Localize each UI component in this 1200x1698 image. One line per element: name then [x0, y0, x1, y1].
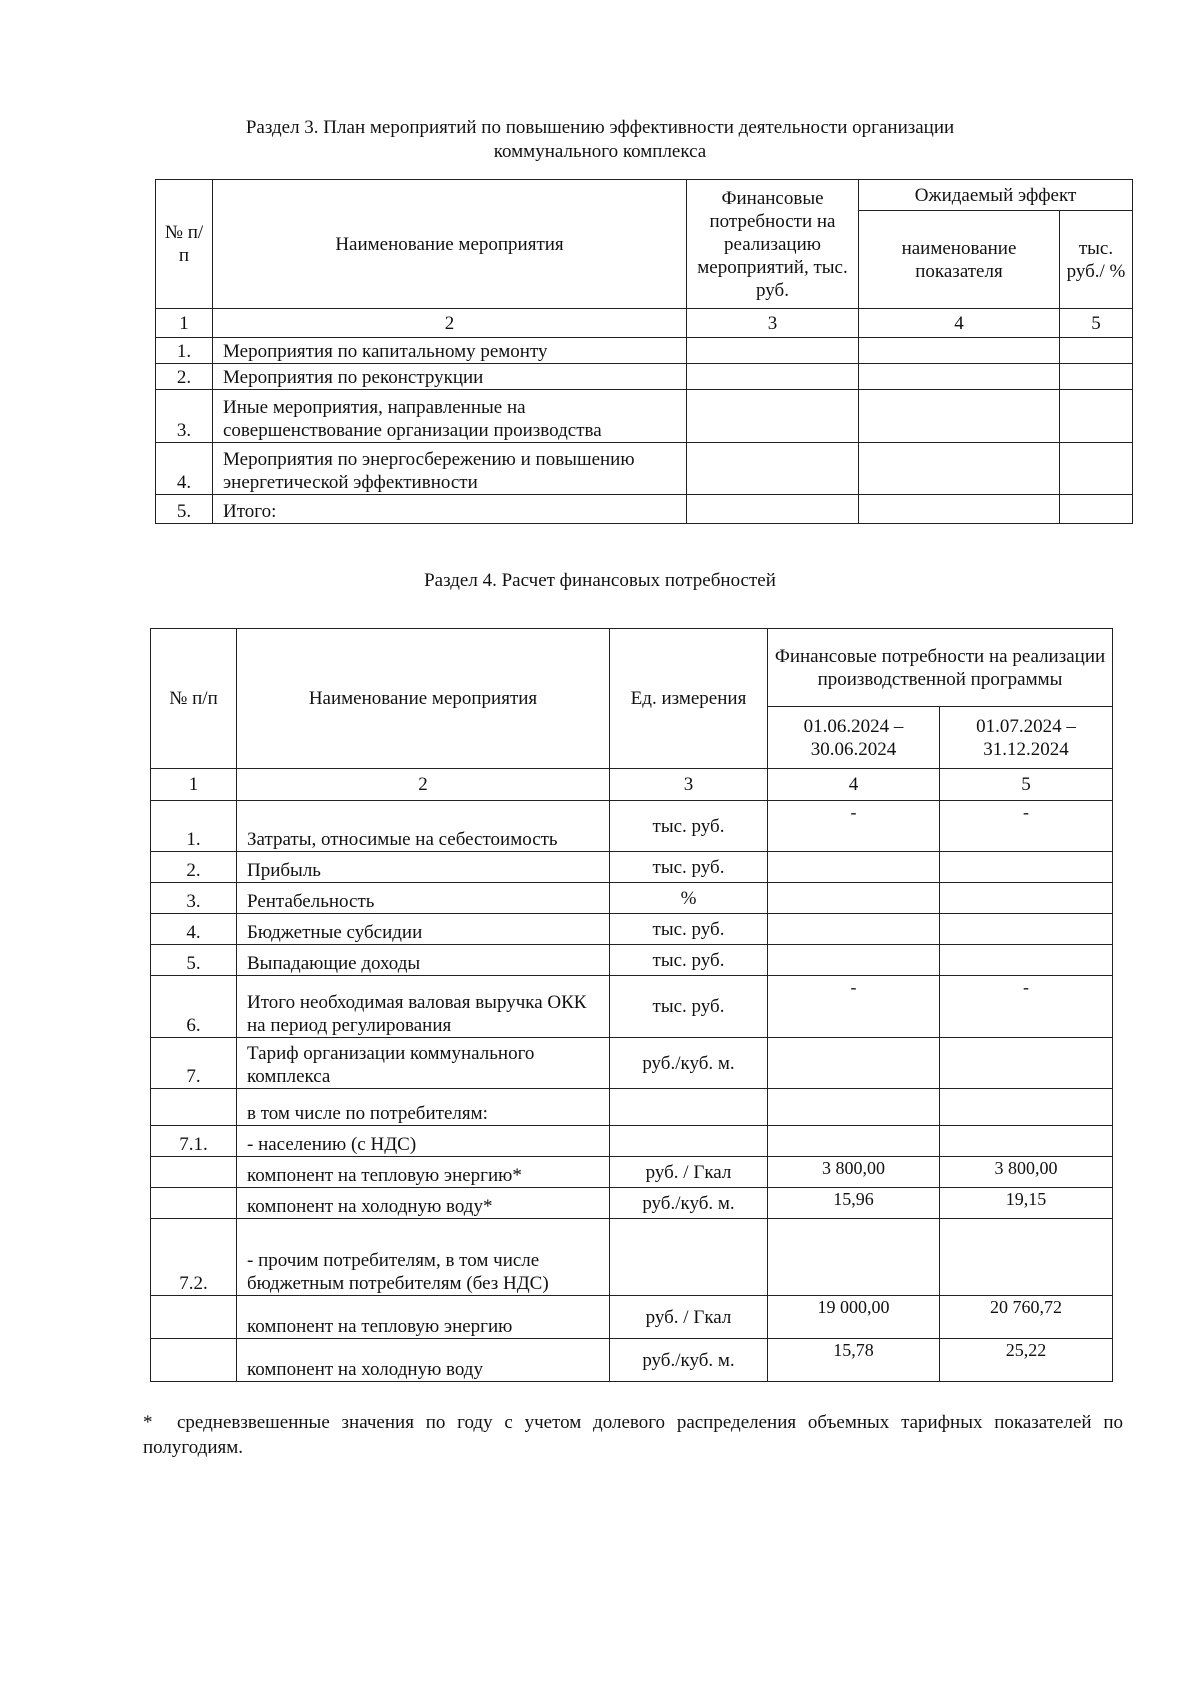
s4-row-value-period1: -	[768, 976, 940, 1038]
s4-row-name: Выпадающие доходы	[237, 945, 610, 976]
s3-colnum-5: 5	[1060, 309, 1133, 338]
s4-row-value-period1: -	[768, 801, 940, 852]
s4-row-unit: тыс. руб.	[610, 945, 768, 976]
footnote-marker: *	[143, 1412, 153, 1433]
s4-row-value-period1	[768, 914, 940, 945]
section3-title	[0, 116, 1200, 164]
s3-row-unit	[1060, 390, 1133, 443]
s4-row-num	[151, 1296, 237, 1339]
s4-row-value-period1	[768, 945, 940, 976]
s4-row-value-period1: 15,96	[768, 1188, 940, 1219]
s3-colnum-3: 3	[687, 309, 859, 338]
s4-row-value-period1	[768, 1089, 940, 1126]
section3-title-line1: Раздел 3. План мероприятий по повышению эффективности деятельности организации	[245, 117, 955, 138]
s4-row-num: 7.1.	[151, 1126, 237, 1157]
s4-row-num: 4.	[151, 914, 237, 945]
table-row	[156, 390, 1133, 443]
s4-row-unit: руб./куб. м.	[610, 1188, 768, 1219]
s3-header-finance: Финансовые потребности на реализацию мероприятий, тыс. руб.	[687, 180, 859, 309]
s3-header-num: № п/п	[156, 180, 213, 309]
s4-header-name: Наименование мероприятия	[237, 629, 610, 769]
s4-row-num: 3.	[151, 883, 237, 914]
s4-row-name: в том числе по потребителям:	[237, 1089, 610, 1126]
s4-row-value-period2: 19,15	[940, 1188, 1113, 1219]
s4-colnum-5: 5	[940, 769, 1113, 801]
s4-row-value-period2	[940, 883, 1113, 914]
s4-colnum-3: 3	[610, 769, 768, 801]
s4-row-num: 7.2.	[151, 1219, 237, 1296]
s3-row-num: 3.	[156, 390, 213, 443]
s3-colnum-4: 4	[859, 309, 1060, 338]
s3-row-indicator	[859, 338, 1060, 364]
s3-row-finance	[687, 443, 859, 495]
table-row	[156, 338, 1133, 364]
section4-table	[150, 628, 1113, 1382]
s4-row-value-period2: 20 760,72	[940, 1296, 1113, 1339]
s3-row-num: 4.	[156, 443, 213, 495]
s4-row-unit: руб./куб. м.	[610, 1038, 768, 1089]
table-row	[151, 883, 1113, 914]
table-row	[156, 364, 1133, 390]
s4-row-name: компонент на холодную воду	[237, 1339, 610, 1382]
s3-row-finance	[687, 364, 859, 390]
s4-row-num	[151, 1188, 237, 1219]
s4-row-num: 1.	[151, 801, 237, 852]
s4-row-unit: тыс. руб.	[610, 914, 768, 945]
s4-row-unit	[610, 1126, 768, 1157]
s3-row-unit	[1060, 364, 1133, 390]
table-row	[151, 1157, 1113, 1188]
s4-row-name: компонент на холодную воду*	[237, 1188, 610, 1219]
table-row	[151, 801, 1113, 852]
s4-row-num: 5.	[151, 945, 237, 976]
s3-row-finance	[687, 390, 859, 443]
s4-row-unit: тыс. руб.	[610, 976, 768, 1038]
s4-row-num	[151, 1089, 237, 1126]
s3-header-name: Наименование мероприятия	[213, 180, 687, 309]
s3-row-indicator	[859, 364, 1060, 390]
s3-colnum-1: 1	[156, 309, 213, 338]
s3-row-name: Мероприятия по реконструкции	[213, 364, 687, 390]
table-row	[151, 1296, 1113, 1339]
s4-row-unit: тыс. руб.	[610, 801, 768, 852]
s4-row-value-period1: 3 800,00	[768, 1157, 940, 1188]
s4-row-value-period1	[768, 883, 940, 914]
section4-title: Раздел 4. Расчет финансовых потребностей	[424, 570, 776, 591]
s3-row-indicator	[859, 443, 1060, 495]
s4-colnum-4: 4	[768, 769, 940, 801]
section3-table	[155, 179, 1133, 524]
table-row	[151, 1038, 1113, 1089]
s3-colnum-2: 2	[213, 309, 687, 338]
table-row	[151, 914, 1113, 945]
s4-row-value-period1: 15,78	[768, 1339, 940, 1382]
table-row	[151, 1126, 1113, 1157]
s4-row-num: 2.	[151, 852, 237, 883]
s4-row-value-period1	[768, 1126, 940, 1157]
s4-row-value-period2	[940, 1126, 1113, 1157]
s4-row-value-period1	[768, 852, 940, 883]
s4-row-name: - населению (с НДС)	[237, 1126, 610, 1157]
s4-row-value-period2: -	[940, 976, 1113, 1038]
s3-header-unit: тыс. руб./ %	[1060, 211, 1133, 309]
s4-row-unit: руб. / Гкал	[610, 1296, 768, 1339]
s4-colnum-1: 1	[151, 769, 237, 801]
s4-header-num: № п/п	[151, 629, 237, 769]
section3-title-line2: коммунального комплекса	[493, 141, 707, 162]
s4-row-value-period1	[768, 1038, 940, 1089]
s4-row-value-period1: 19 000,00	[768, 1296, 940, 1339]
table-row	[151, 1089, 1113, 1126]
s3-row-unit	[1060, 495, 1133, 524]
s3-row-name: Иные мероприятия, направленные на совершенствование организации производства	[213, 390, 687, 443]
s4-row-name: Бюджетные субсидии	[237, 914, 610, 945]
footnote-text: средневзвешенные значения по году с учетом долевого распределения объемных тарифных показателей по полугодиям.	[143, 1412, 1123, 1458]
s3-row-unit	[1060, 443, 1133, 495]
s3-row-unit	[1060, 338, 1133, 364]
s4-header-period1: 01.06.2024 – 30.06.2024	[768, 707, 940, 769]
s4-row-name: Прибыль	[237, 852, 610, 883]
s4-row-value-period2	[940, 1219, 1113, 1296]
s4-row-name: - прочим потребителям, в том числе бюджетным потребителям (без НДС)	[237, 1219, 610, 1296]
table-row	[151, 1219, 1113, 1296]
s4-row-name: Затраты, относимые на себестоимость	[237, 801, 610, 852]
s4-row-value-period1	[768, 1219, 940, 1296]
s4-row-name: компонент на тепловую энергию*	[237, 1157, 610, 1188]
s3-row-num: 1.	[156, 338, 213, 364]
s3-header-indicator: наименование показателя	[859, 211, 1060, 309]
s3-row-name: Итого:	[213, 495, 687, 524]
s3-header-effect: Ожидаемый эффект	[859, 180, 1133, 211]
s4-row-value-period2: -	[940, 801, 1113, 852]
s4-row-unit	[610, 1219, 768, 1296]
s3-row-num: 2.	[156, 364, 213, 390]
s4-row-unit: руб./куб. м.	[610, 1339, 768, 1382]
s4-row-unit: %	[610, 883, 768, 914]
s4-row-num	[151, 1157, 237, 1188]
table-row	[151, 945, 1113, 976]
s4-row-name: Итого необходимая валовая выручка ОКК на период регулирования	[237, 976, 610, 1038]
s4-row-value-period2	[940, 1038, 1113, 1089]
s4-row-value-period2	[940, 914, 1113, 945]
s3-row-finance	[687, 338, 859, 364]
s4-row-unit	[610, 1089, 768, 1126]
s4-row-num: 6.	[151, 976, 237, 1038]
s4-row-name: Рентабельность	[237, 883, 610, 914]
s4-row-value-period2: 3 800,00	[940, 1157, 1113, 1188]
s4-row-unit: тыс. руб.	[610, 852, 768, 883]
s3-row-indicator	[859, 495, 1060, 524]
s4-row-value-period2: 25,22	[940, 1339, 1113, 1382]
s4-header-finance: Финансовые потребности на реализации производственной программы	[768, 629, 1113, 707]
s4-row-num: 7.	[151, 1038, 237, 1089]
table-row	[151, 1339, 1113, 1382]
s3-row-name: Мероприятия по энергосбережению и повышению энергетической эффективности	[213, 443, 687, 495]
s4-row-name: компонент на тепловую энергию	[237, 1296, 610, 1339]
s4-row-num	[151, 1339, 237, 1382]
s4-row-value-period2	[940, 945, 1113, 976]
s4-row-value-period2	[940, 1089, 1113, 1126]
s3-row-indicator	[859, 390, 1060, 443]
s4-colnum-2: 2	[237, 769, 610, 801]
s4-row-value-period2	[940, 852, 1113, 883]
table-row	[156, 495, 1133, 524]
s4-row-unit: руб. / Гкал	[610, 1157, 768, 1188]
s3-row-num: 5.	[156, 495, 213, 524]
table-row	[151, 1188, 1113, 1219]
table-row	[151, 976, 1113, 1038]
table-row	[156, 443, 1133, 495]
s4-header-unit: Ед. измерения	[610, 629, 768, 769]
s3-row-finance	[687, 495, 859, 524]
s4-row-name: Тариф организации коммунального комплекса	[237, 1038, 610, 1089]
s4-header-period2: 01.07.2024 – 31.12.2024	[940, 707, 1113, 769]
s3-row-name: Мероприятия по капитальному ремонту	[213, 338, 687, 364]
footnote	[143, 1410, 1123, 1460]
table-row	[151, 852, 1113, 883]
